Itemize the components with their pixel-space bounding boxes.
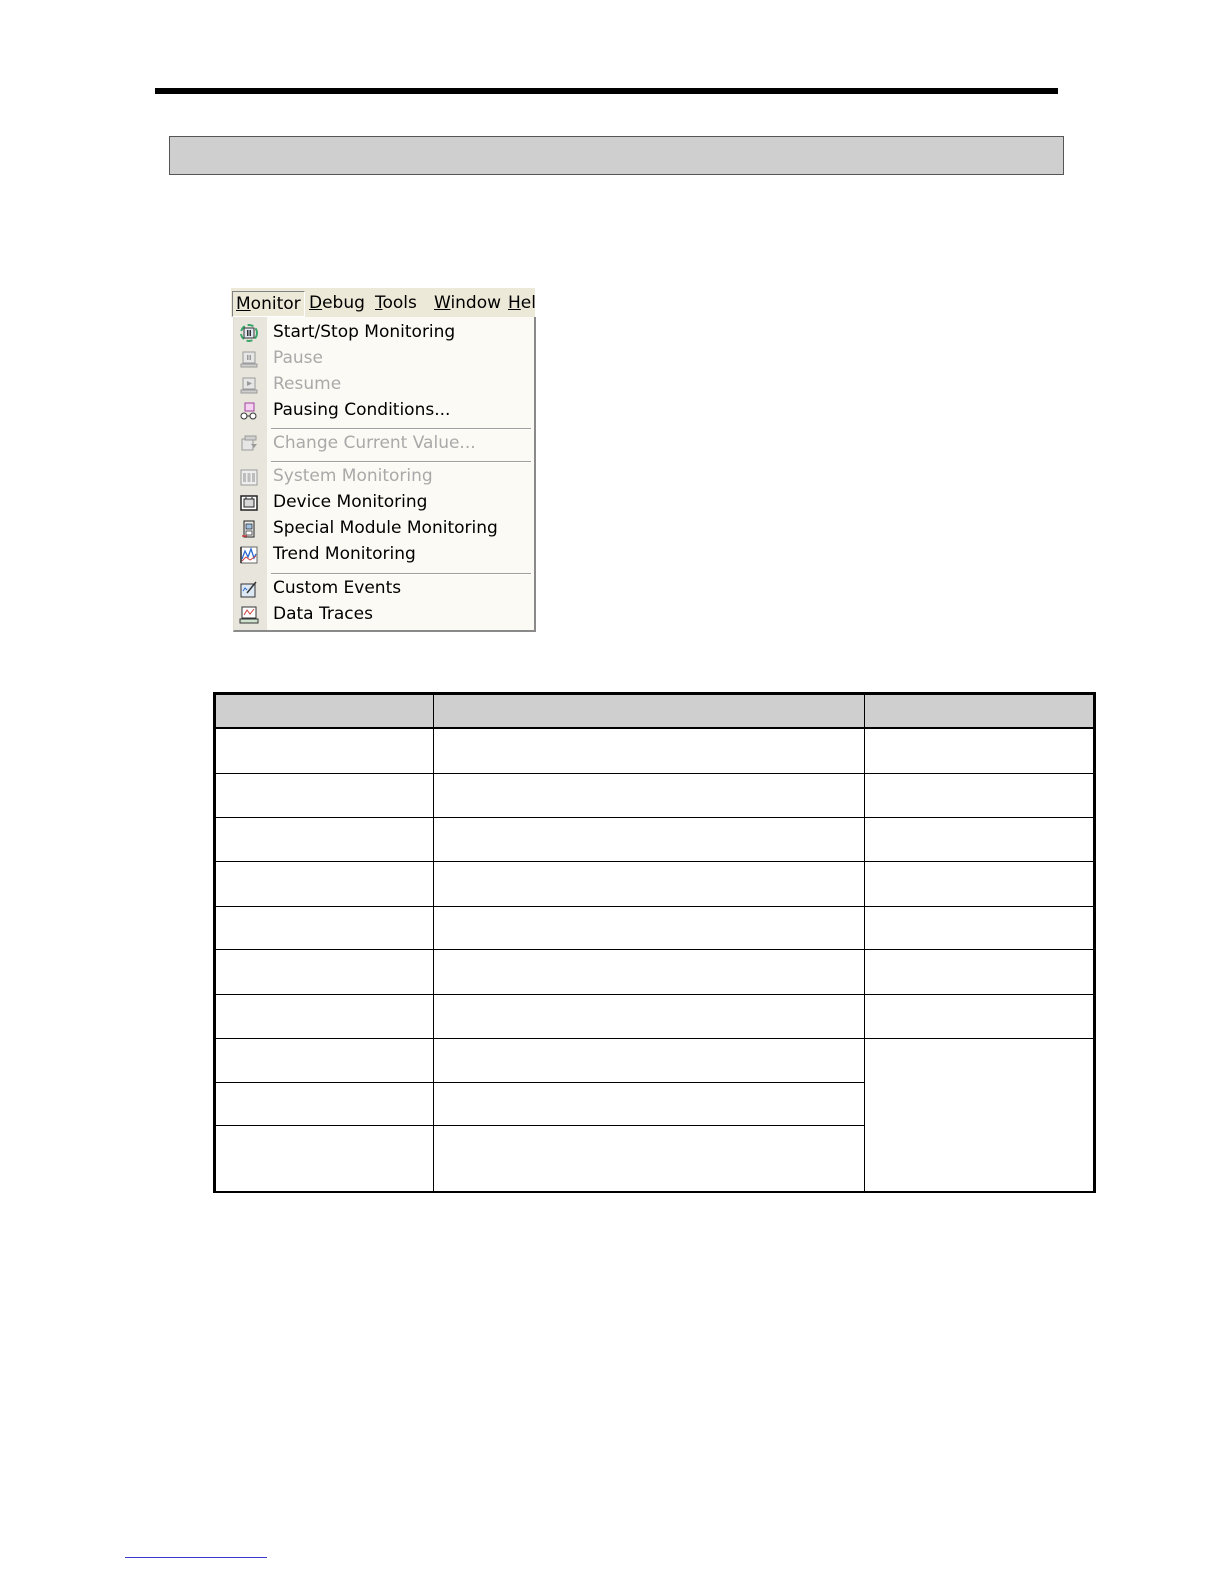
menu-description-table [213, 692, 1096, 1193]
device-monitoring-icon [239, 493, 259, 513]
table-col-divider [433, 692, 434, 1193]
table-row-divider [213, 773, 1096, 774]
table-border-bottom [213, 1191, 1096, 1193]
menubar [231, 288, 535, 317]
start-stop-monitoring-icon [239, 323, 259, 343]
table-row-divider [213, 1082, 865, 1083]
menu-help[interactable]: Hel [508, 293, 536, 313]
menu-tools[interactable]: Tools [375, 293, 417, 313]
data-traces-icon [239, 605, 259, 625]
menu-item-pausing-conditions[interactable] [234, 397, 534, 423]
menu-item-label: Special Module Monitoring [273, 518, 498, 538]
menu-item-label: Start/Stop Monitoring [273, 322, 456, 342]
table-row-divider [213, 994, 1096, 995]
section-title-bar [169, 136, 1064, 175]
menu-monitor[interactable]: Monitor [232, 291, 305, 317]
menu-item-label: Resume [273, 374, 342, 394]
menu-item-label: Pause [273, 348, 323, 368]
monitor-menu-screenshot [231, 288, 535, 632]
table-border-right [1093, 692, 1096, 1193]
custom-events-icon [239, 579, 259, 599]
table-row-divider [213, 906, 1096, 907]
menu-item-resume[interactable] [234, 371, 534, 397]
menu-item-label: Data Traces [273, 604, 373, 624]
table-row-divider [213, 817, 1096, 818]
menu-item-label: Trend Monitoring [273, 544, 416, 564]
trend-monitoring-icon [239, 545, 259, 565]
table-header-divider [213, 727, 1096, 729]
menu-item-data-traces[interactable] [234, 601, 534, 627]
pause-icon [239, 349, 259, 369]
table-header-col-2 [433, 692, 864, 728]
table-border-left [213, 692, 216, 1193]
menu-monitor-rest: onitor [250, 294, 301, 314]
menu-item-change-current-value[interactable] [234, 430, 534, 456]
menu-item-pause[interactable] [234, 345, 534, 371]
table-header-col-1 [213, 692, 433, 728]
table-col-divider [864, 692, 865, 1193]
special-module-icon [239, 519, 259, 539]
menu-item-trend-monitoring[interactable] [234, 541, 534, 567]
top-rule [155, 88, 1058, 94]
monitor-dropdown [233, 317, 536, 632]
change-value-icon [239, 434, 259, 454]
menu-window[interactable]: Window [434, 293, 502, 313]
menu-item-label: System Monitoring [273, 466, 433, 486]
table-row-divider [213, 1038, 1096, 1039]
menu-item-label: Pausing Conditions... [273, 400, 451, 420]
resume-icon [239, 375, 259, 395]
menu-item-label: Device Monitoring [273, 492, 428, 512]
system-monitoring-icon [239, 467, 259, 487]
menu-item-start-stop-monitoring[interactable] [234, 319, 534, 345]
table-border-top [213, 692, 1096, 695]
table-header-col-3 [864, 692, 1096, 728]
menu-item-device-monitoring[interactable] [234, 489, 534, 515]
menu-item-label: Custom Events [273, 578, 402, 598]
pausing-conditions-icon [239, 401, 259, 421]
menu-item-special-module-monitoring[interactable] [234, 515, 534, 541]
menu-item-custom-events[interactable] [234, 575, 534, 601]
table-row-divider [213, 1125, 865, 1126]
menu-item-label: Change Current Value... [273, 433, 476, 453]
menu-item-system-monitoring[interactable] [234, 463, 534, 489]
menu-debug[interactable]: Debug [309, 293, 365, 313]
table-row-divider [213, 949, 1096, 950]
footer-link-line [125, 1557, 267, 1558]
table-row-divider [213, 861, 1096, 862]
